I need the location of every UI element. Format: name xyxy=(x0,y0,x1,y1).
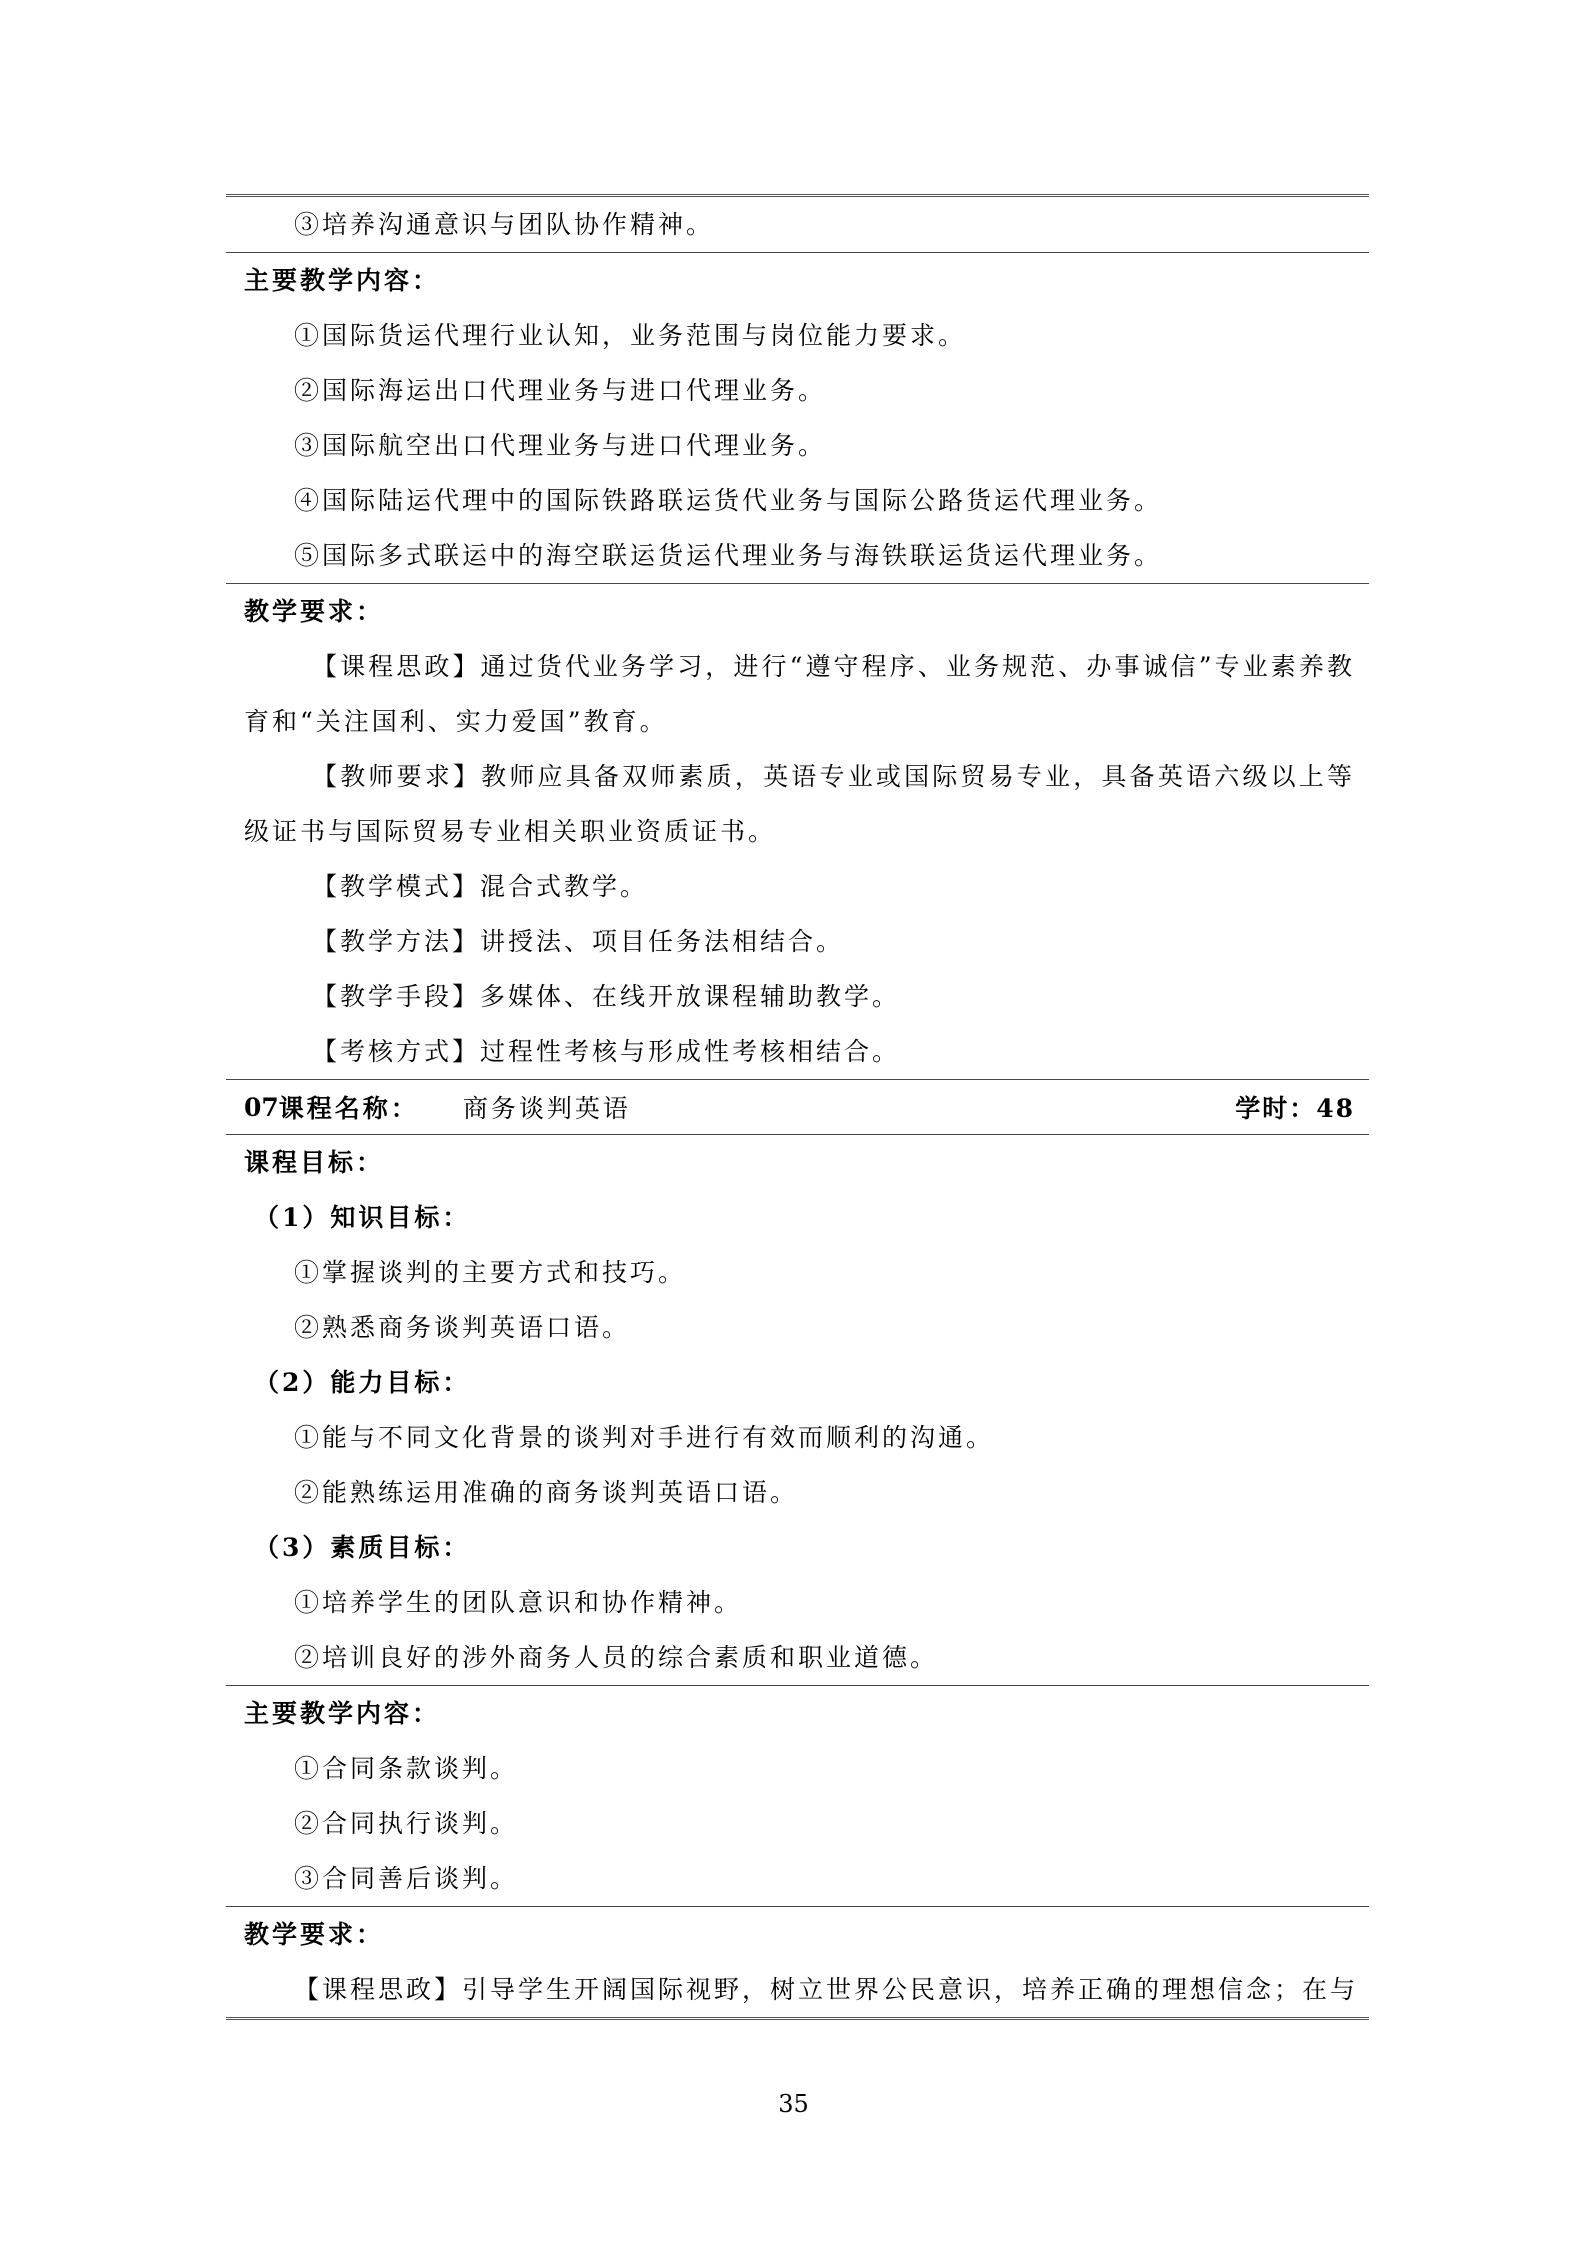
content-item: ③合同善后谈判。 xyxy=(294,1864,519,1893)
course-name: 商务谈判英语 xyxy=(462,1094,631,1123)
quality-goals-heading: （3）素质目标： xyxy=(254,1533,471,1562)
content-item: ②国际海运出口代理业务与进口代理业务。 xyxy=(294,376,827,405)
knowledge-goals-heading: （1）知识目标： xyxy=(254,1203,471,1232)
goal-item: ①培养学生的团队意识和协作精神。 xyxy=(294,1588,743,1617)
requirements-heading: 教学要求： xyxy=(244,1920,385,1949)
course-header-row xyxy=(226,1080,1369,1134)
content-item: ④国际陆运代理中的国际铁路联运货代业务与国际公路货运代理业务。 xyxy=(294,486,1163,515)
bottom-double-rule xyxy=(226,2017,1369,2020)
content-item: ②合同执行谈判。 xyxy=(294,1809,519,1838)
requirement-paragraph: 【教学手段】多媒体、在线开放课程辅助教学。 xyxy=(312,982,901,1011)
content-item: ⑤国际多式联运中的海空联运货运代理业务与海铁联运货运代理业务。 xyxy=(294,541,1163,570)
content-item: ③国际航空出口代理业务与进口代理业务。 xyxy=(294,431,827,460)
content-heading: 主要教学内容： xyxy=(244,266,441,295)
content-heading: 主要教学内容： xyxy=(244,1699,441,1728)
goal-item: ②能熟练运用准确的商务谈判英语口语。 xyxy=(294,1478,799,1507)
requirement-paragraph: 【课程思政】引导学生开阔国际视野，树立世界公民意识，培养正确的理想信念；在与 xyxy=(294,1975,1359,2004)
content-item: ①国际货运代理行业认知，业务范围与岗位能力要求。 xyxy=(294,321,967,350)
quality-goal-line: ③培养沟通意识与团队协作精神。 xyxy=(294,210,715,239)
requirement-paragraph: 【教师要求】教师应具备双师素质，英语专业或国际贸易专业，具备英语六级以上等级证书与国际贸易专业相关职业资质证书。 xyxy=(244,762,1355,846)
goals-heading: 课程目标： xyxy=(244,1148,385,1177)
page-number: 35 xyxy=(778,2090,809,2118)
goal-item: ②熟悉商务谈判英语口语。 xyxy=(294,1313,631,1342)
document-body xyxy=(226,194,1369,2020)
goal-item: ①掌握谈判的主要方式和技巧。 xyxy=(294,1258,687,1287)
course-number: 07 xyxy=(244,1092,279,1122)
requirement-paragraph: 【课程思政】通过货代业务学习，进行“遵守程序、业务规范、办事诚信”专业素养教育和“关注国利、实力爱国”教育。 xyxy=(244,652,1355,736)
course-name-label: 课程名称： xyxy=(278,1094,419,1123)
goal-item: ①能与不同文化背景的谈判对手进行有效而顺利的沟通。 xyxy=(294,1423,995,1452)
requirement-paragraph: 【考核方式】过程性考核与形成性考核相结合。 xyxy=(312,1037,901,1066)
goal-item: ②培训良好的涉外商务人员的综合素质和职业道德。 xyxy=(294,1643,939,1672)
requirement-paragraph: 【教学模式】混合式教学。 xyxy=(312,872,649,901)
ability-goals-heading: （2）能力目标： xyxy=(254,1368,471,1397)
requirements-heading: 教学要求： xyxy=(244,597,385,626)
requirement-paragraph: 【教学方法】讲授法、项目任务法相结合。 xyxy=(312,927,845,956)
content-item: ①合同条款谈判。 xyxy=(294,1754,519,1783)
course-hours: 学时：48 xyxy=(1235,1094,1355,1123)
